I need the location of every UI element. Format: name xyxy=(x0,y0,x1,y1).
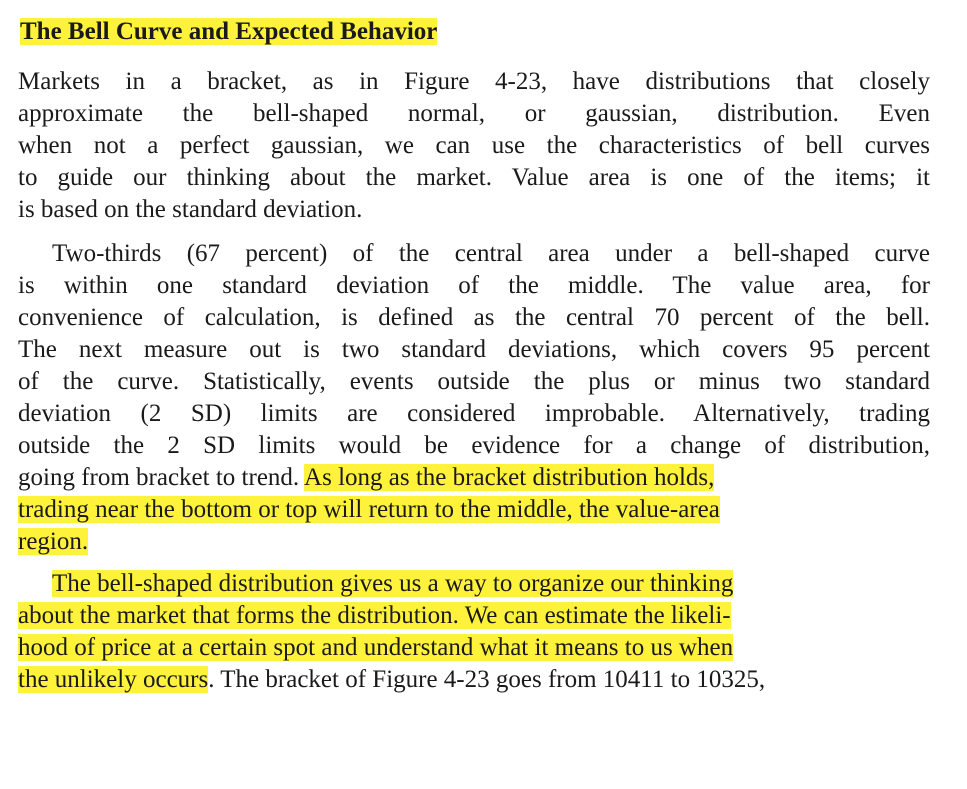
p1-line-3: when not a perfect gaussian, we can use the characteristics of bell curves xyxy=(18,132,930,159)
p2-line-3: convenience of calculation, is defined as the central 70 percent of the bell. xyxy=(18,304,930,331)
p2-line-5: of the curve. Statistically, events outside the plus or minus two standard xyxy=(18,368,930,395)
p2-line-2: is within one standard deviation of the middle. The value area, for xyxy=(18,272,930,299)
p2-line-10 xyxy=(18,526,930,558)
p2-line-9-highlight: trading near the bottom or top will return to the middle, the value-area xyxy=(18,496,720,523)
section-heading xyxy=(20,14,437,50)
p1-line-1: Markets in a bracket, as in Figure 4-23, have distributions that closely xyxy=(18,68,930,95)
p3-line-4 xyxy=(18,664,930,696)
p2-line-10-highlight: region. xyxy=(18,528,89,555)
p1-line-2: approximate the bell-shaped normal, or gaussian, distribution. Even xyxy=(18,100,930,127)
p3-line-4-plain: . The bracket of Figure 4-23 goes from 10411 to 10325, xyxy=(208,666,766,693)
p2-line-1: Two-thirds (67 percent) of the central area under a bell-shaped curve xyxy=(52,240,930,267)
p3-line-4-highlight: the unlikely occurs xyxy=(18,666,209,693)
p3-line-1-highlight: The bell-shaped distribution gives us a way to organize our thinking xyxy=(52,570,734,597)
p2-line-6: deviation (2 SD) limits are considered improbable. Alternatively, trading xyxy=(18,400,930,427)
p2-line-9 xyxy=(18,494,930,526)
p2-line-8-highlight: As long as the bracket distribution holds, xyxy=(304,464,715,491)
p2-line-7: outside the 2 SD limits would be evidence for a change of distribution, xyxy=(18,432,930,459)
p3-line-2-highlight-b: We can estimate the likeli- xyxy=(458,602,731,629)
heading-highlight: The Bell Curve and Expected Behavior xyxy=(20,18,438,45)
p2-line-8 xyxy=(18,462,930,494)
p1-line-5: is based on the standard deviation. xyxy=(18,196,363,223)
p2-line-4: The next measure out is two standard deviations, which covers 95 percent xyxy=(18,336,930,363)
p3-line-3-highlight: hood of price at a certain spot and understand what it means to us when xyxy=(18,634,734,661)
p2-line-8-plain: going from bracket to trend. xyxy=(18,464,305,491)
p3-line-2-highlight-a: about the market that forms the distribution. xyxy=(18,602,459,629)
p3-line-3 xyxy=(18,632,930,664)
p3-line-1 xyxy=(52,568,930,600)
p3-line-2 xyxy=(18,600,930,632)
p1-line-4: to guide our thinking about the market. Value area is one of the items; it xyxy=(18,164,930,191)
